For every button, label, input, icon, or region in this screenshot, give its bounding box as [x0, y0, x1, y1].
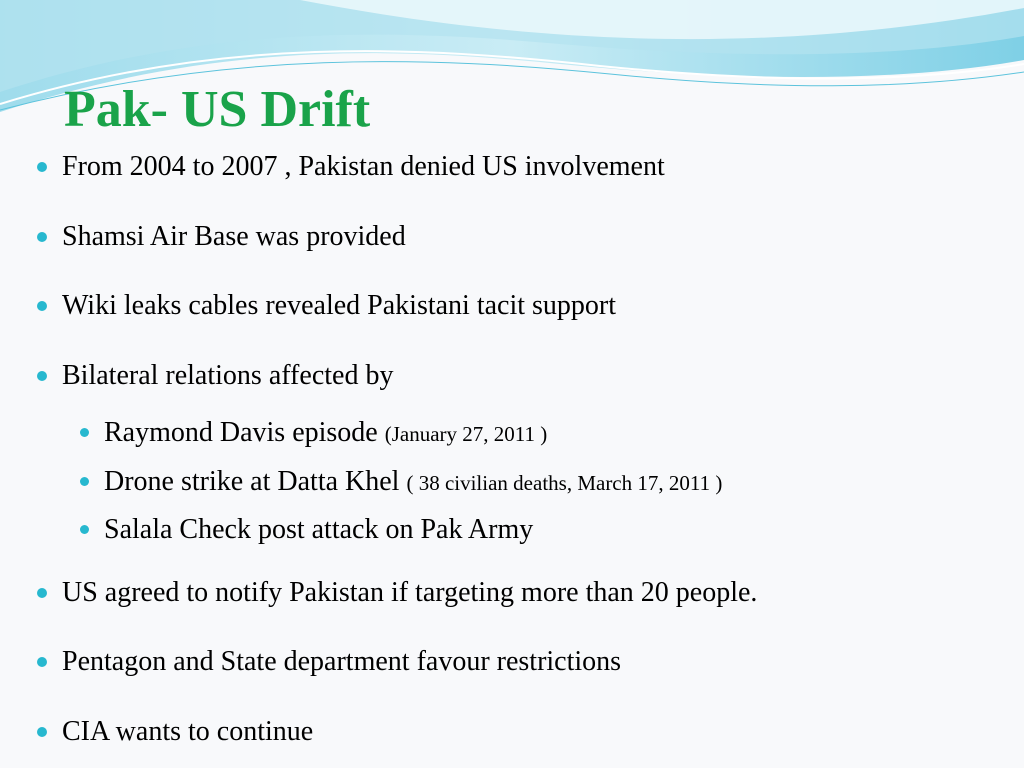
sub-bullet-item: [104, 416, 547, 451]
sub-bullet-dot-icon: [80, 428, 89, 437]
slide-title: Pak- US Drift: [64, 81, 371, 138]
bullet-text: US agreed to notify Pakistan if targeting more than 20 people.: [62, 577, 758, 608]
bullet-item: [62, 289, 616, 323]
sub-bullet-text: Drone strike at Datta Khel: [104, 466, 400, 497]
bullet-dot-icon: [37, 727, 47, 737]
bullet-dot-icon: [37, 301, 47, 311]
bullet-text: Wiki leaks cables revealed Pakistani tacit support: [62, 290, 617, 321]
bullet-item: [62, 576, 757, 610]
bullet-dot-icon: [37, 232, 47, 242]
sub-bullet-dot-icon: [80, 477, 89, 486]
bullet-text: Bilateral relations affected by: [62, 360, 394, 391]
sub-bullet-note: ( 38 civilian deaths, March 17, 2011 ): [406, 471, 723, 495]
sub-bullet-note: (January 27, 2011 ): [384, 422, 548, 446]
bullet-text: Shamsi Air Base was provided: [62, 221, 406, 252]
bullet-item: [62, 645, 621, 679]
bullet-item: [62, 359, 393, 393]
sub-bullet-text: Salala Check post attack on Pak Army: [104, 514, 534, 545]
bullet-dot-icon: [37, 162, 47, 172]
sub-bullet-item: [104, 513, 533, 547]
bullet-text: From 2004 to 2007 , Pakistan denied US involvement: [62, 151, 665, 182]
bullet-text: Pentagon and State department favour restrictions: [62, 646, 622, 677]
bullet-dot-icon: [37, 588, 47, 598]
sub-bullet-dot-icon: [80, 525, 89, 534]
bullet-item: [62, 220, 406, 254]
sub-bullet-item: [104, 465, 722, 500]
bullet-text: CIA wants to continue: [62, 716, 314, 747]
bullet-item: [62, 715, 313, 749]
bullet-dot-icon: [37, 371, 47, 381]
bullet-dot-icon: [37, 657, 47, 667]
bullet-item: [62, 150, 665, 184]
sub-bullet-text: Raymond Davis episode: [104, 417, 378, 448]
